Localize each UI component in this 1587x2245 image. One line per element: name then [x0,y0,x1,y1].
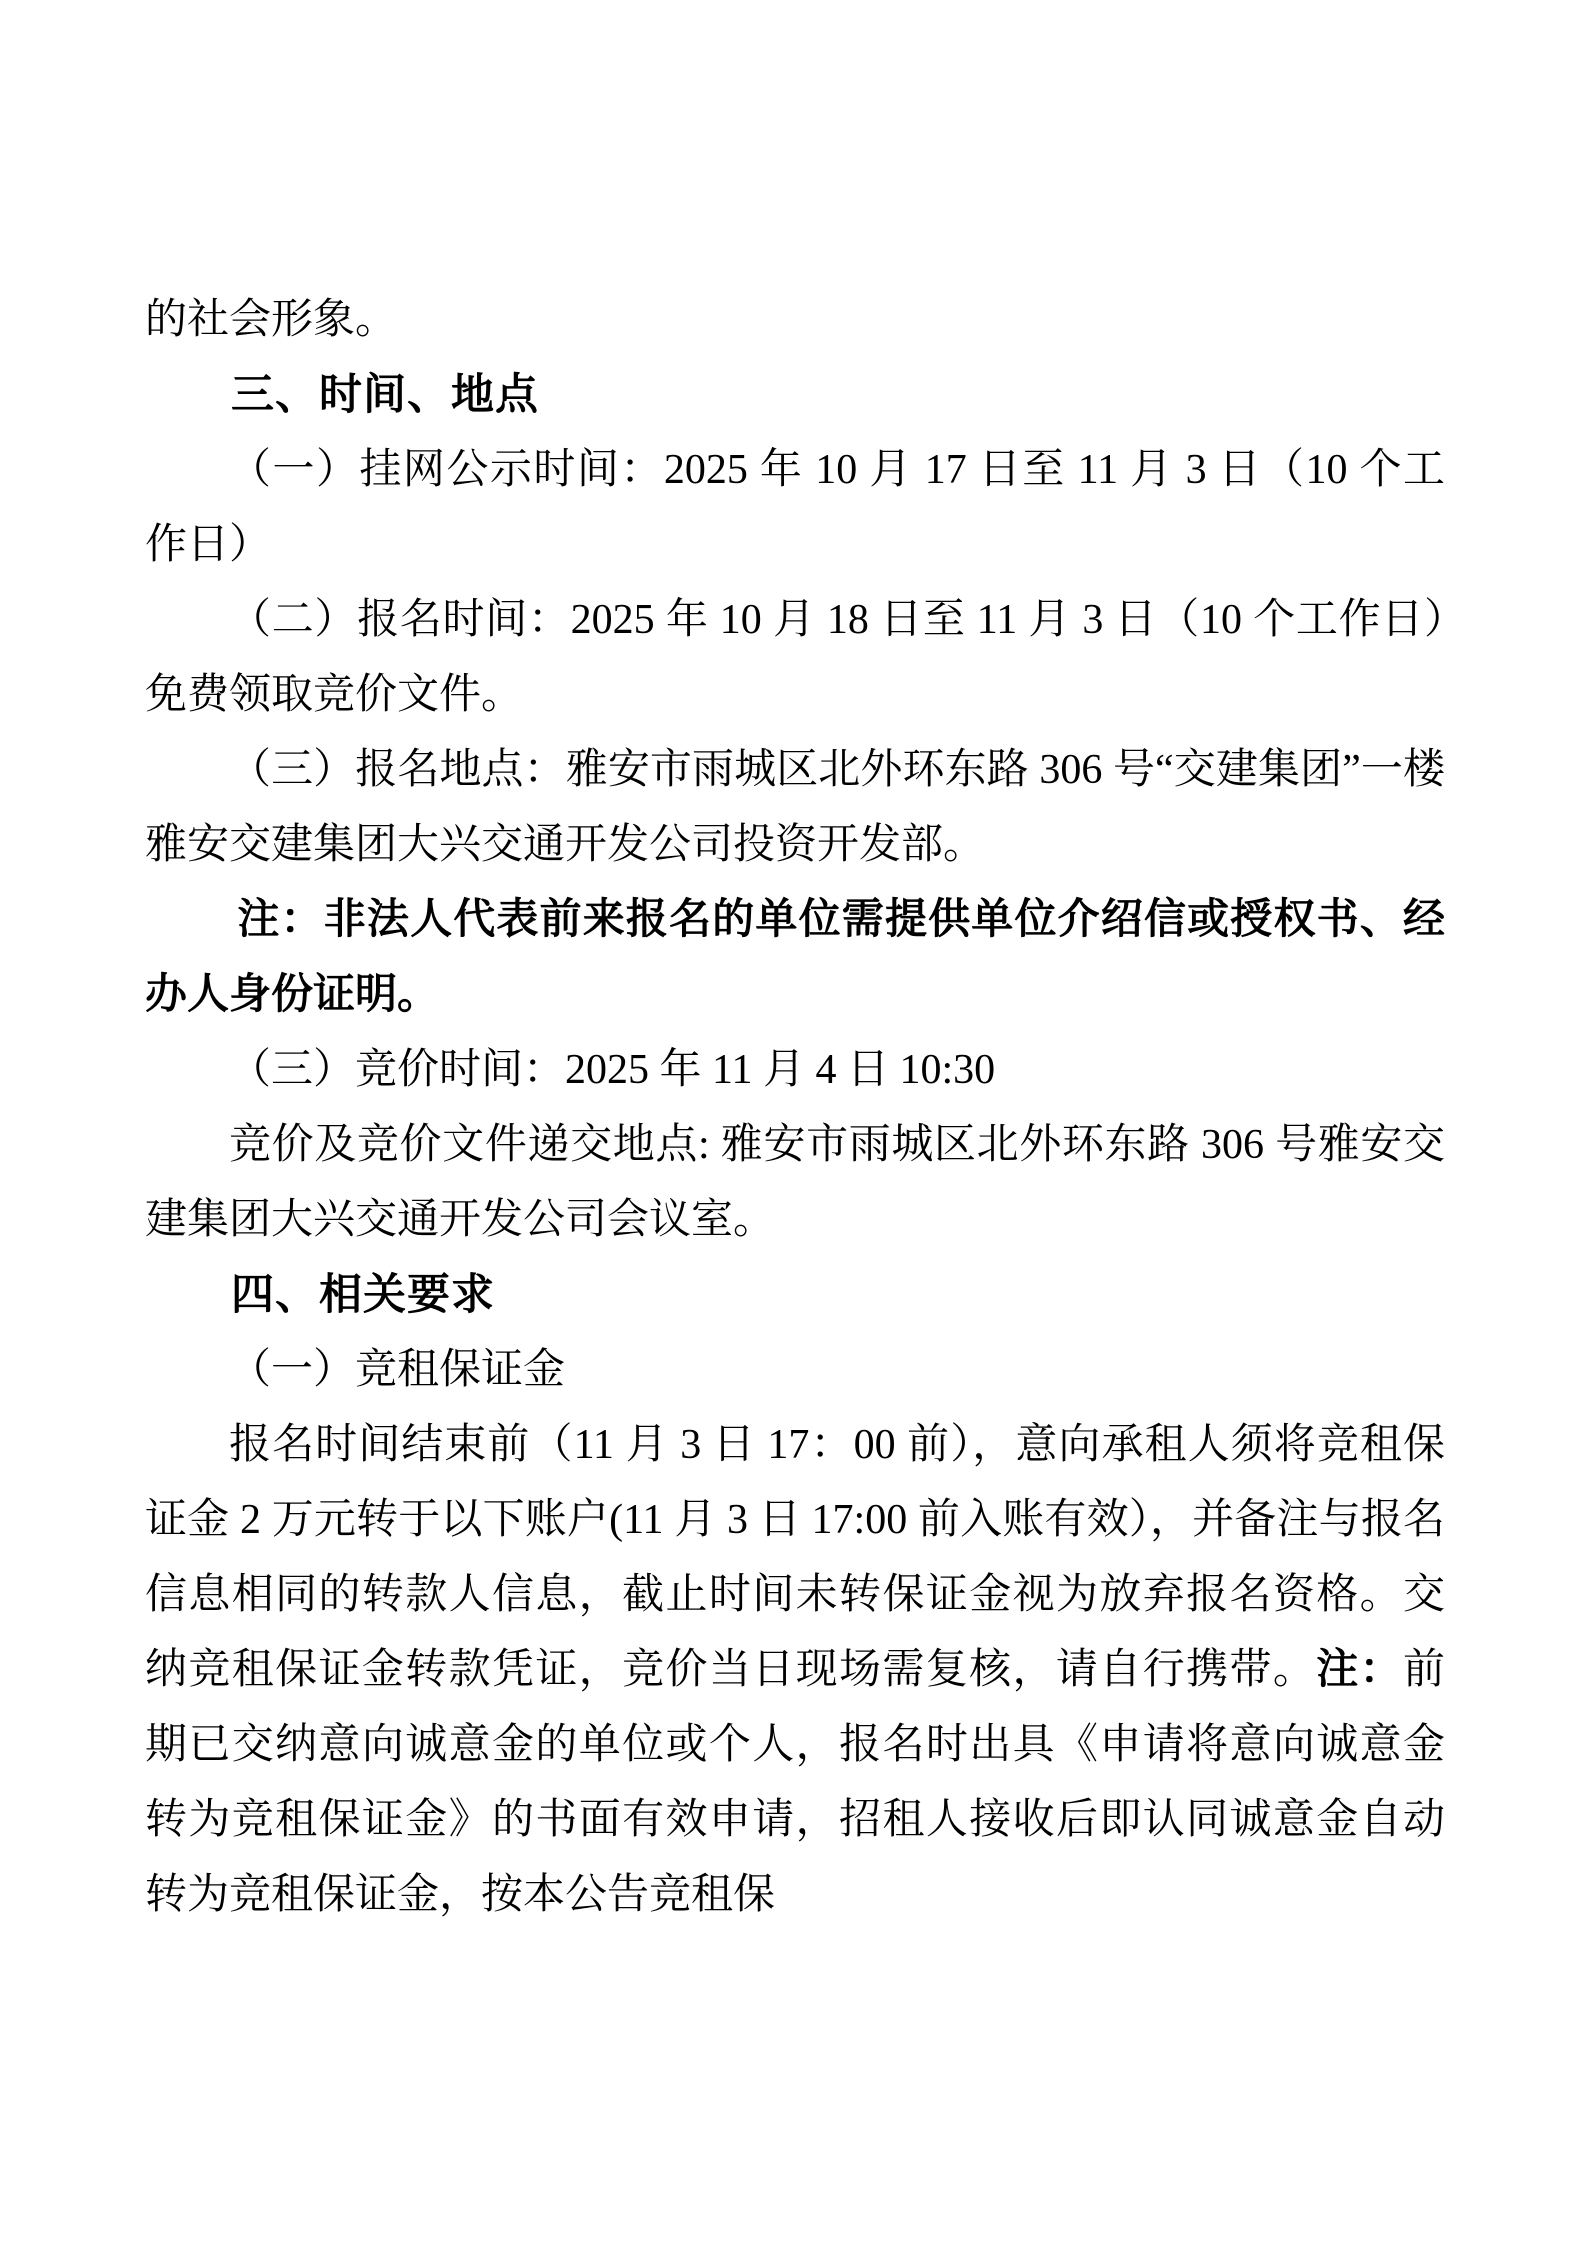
paragraph-registration-time: （二）报名时间：2025 年 10 月 18 日至 11 月 3 日（10 个工作日）免费领取竞价文件。 [145,597,1445,718]
paragraph-deposit-title: （一）竞租保证金 [229,1347,566,1393]
section-heading-requirements: 四、相关要求 [231,1271,495,1319]
deposit-text-post-note: 前期已交纳意向诚意金的单位或个人，报名时出具《申请将意向诚意金转为竞租保证金》的书面有效申请，招租人接收后即认同诚意金自动转为竞租保证金，按本公告竞租保 [145,1647,1445,1918]
deposit-note-label: 注： [1316,1647,1403,1693]
paragraph-registration-place: （三）报名地点：雅安市雨城区北外环东路 306 号“交建集团”一楼雅安交建集团大兴交通开发公司投资开发部。 [145,747,1445,868]
paragraph-continuation: 的社会形象。 [145,297,398,343]
paragraph-deposit-details [145,1408,1445,1933]
section-heading-time-place: 三、时间、地点 [231,371,539,419]
paragraph-bidding-place: 竞价及竞价文件递交地点: 雅安市雨城区北外环东路 306 号雅安交建集团大兴交通开发公司会议室。 [145,1122,1445,1243]
deposit-text-pre-note: 报名时间结束前（11 月 3 日 17：00 前），意向承租人须将竞租保证金 2 万元转于以下账户(11 月 3 日 17:00 前入账有效），并备注与报名信息相同的转款人信息，截止时间未转保证金视为放弃报名资格。交纳竞租保证金转款凭证，竞价当日现场需复核，请自行携带。 [145,1422,1445,1693]
paragraph-note-non-legal-rep: 注：非法人代表前来报名的单位需提供单位介绍信或授权书、经办人身份证明。 [145,897,1445,1018]
paragraph-publicity-time: （一）挂网公示时间：2025 年 10 月 17 日至 11 月 3 日（10 个工作日） [145,447,1445,568]
paragraph-bidding-time: （三）竞价时间：2025 年 11 月 4 日 10:30 [229,1047,996,1093]
